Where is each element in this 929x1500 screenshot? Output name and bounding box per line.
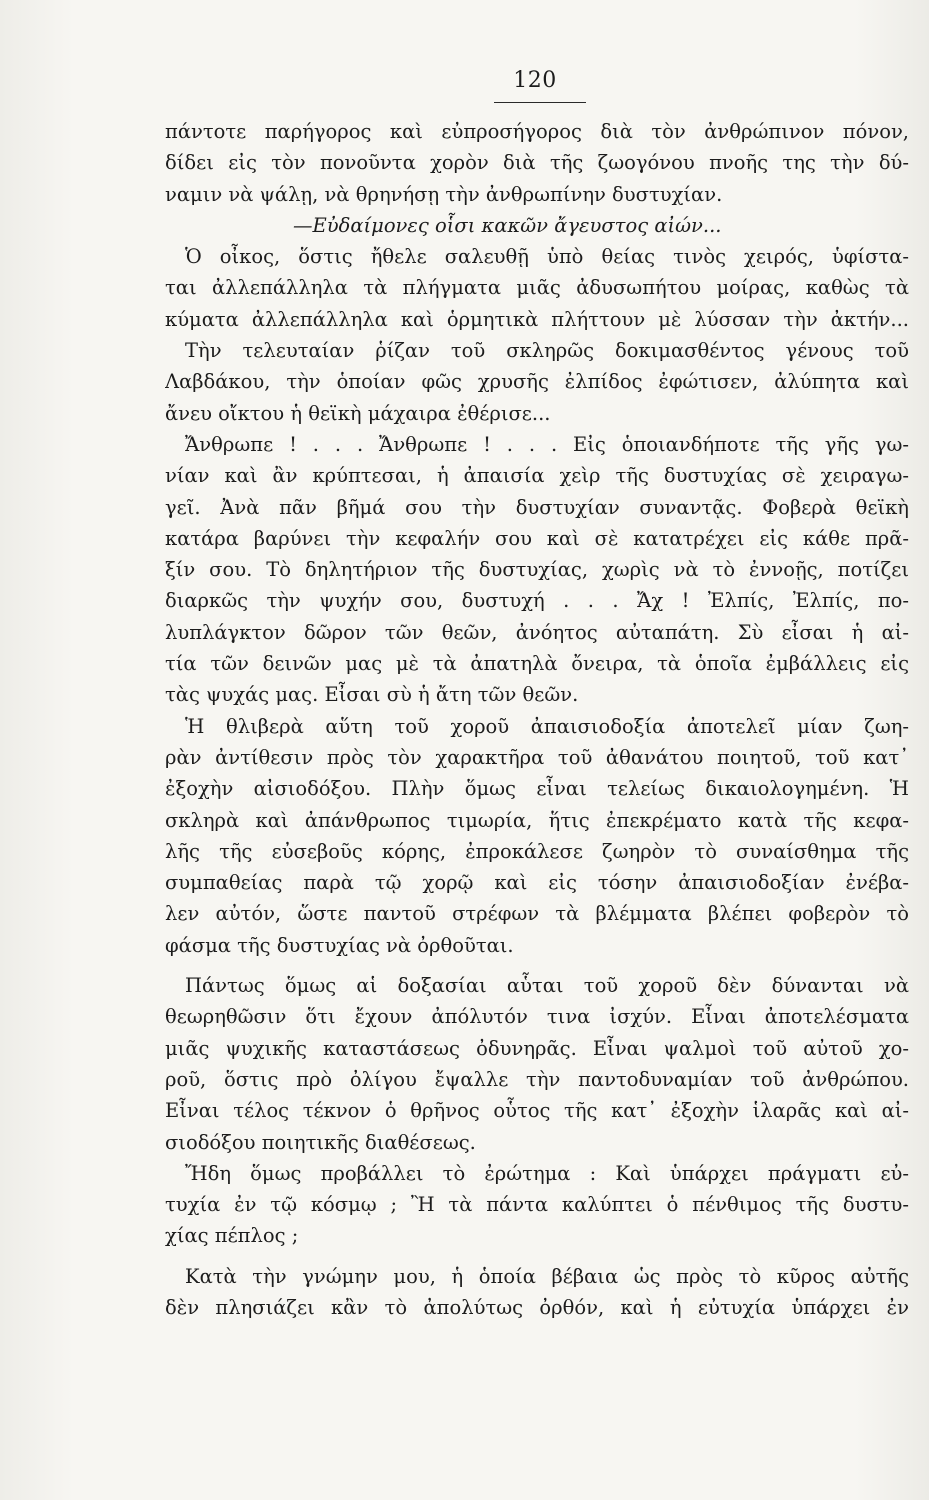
text-line: Εἶναι τέλος τέκνον ὁ θρῆνος οὗτος τῆς κατ᾽ ἐξοχὴν ἱλαρᾶς καὶ αἰ- — [165, 1099, 909, 1123]
text-line: πάντοτε παρήγορος καὶ εὐπροσήγορος διὰ τὸν ἀνθρώπινον πόνον, — [165, 120, 909, 143]
text-line: θεωρηθῶσιν ὅτι ἔχουν ἀπόλυτόν τινα ἰσχύν. Εἶναι ἀποτελέσματα — [165, 1005, 909, 1029]
text-line: Τὴν τελευταίαν ῥίζαν τοῦ σκληρῶς δοκιμασθέντος γένους τοῦ — [185, 339, 909, 363]
text-line: ροῦ, ὅστις πρὸ ὀλίγου ἔψαλλε τὴν παντοδυναμίαν τοῦ ἀνθρώπου. — [165, 1067, 909, 1091]
text-line: διαρκῶς τὴν ψυχήν σου, δυστυχή . . . Ἄχ ! Ἐλπίς, Ἐλπίς, πο- — [165, 589, 909, 613]
text-line: φάσμα τῆς δυστυχίας νὰ ὀρθοῦται. — [165, 933, 514, 957]
quotation-line: —Εὐδαίμονες οἷσι κακῶν ἄγευστος αἰών... — [293, 213, 722, 237]
text-line: ξίν σου. Τὸ δηλητήριον τῆς δυστυχίας, χωρὶς νὰ τὸ ἐννοῇς, ποτίζει — [165, 558, 909, 582]
text-line: ἄνευ οἴκτου ἡ θεϊκὴ μάχαιρα ἐθέρισε... — [165, 401, 551, 425]
text-line: λῆς τῆς εὐσεβοῦς κόρης, ἐπροκάλεσε ζωηρὸν τὸ συναίσθημα τῆς — [165, 839, 909, 863]
text-line: ἐξοχὴν αἰσιοδόξου. Πλὴν ὅμως εἶναι τελείως δικαιολογημένη. Ἡ — [165, 777, 909, 801]
text-line: Ἤδη ὅμως προβάλλει τὸ ἐρώτημα : Καὶ ὑπάρχει πράγματι εὐ- — [185, 1161, 909, 1185]
text-line: Πάντως ὅμως αἱ δοξασίαι αὗται τοῦ χοροῦ δὲν δύνανται νὰ — [185, 974, 909, 998]
body-text — [165, 116, 909, 1323]
text-line: συμπαθείας παρὰ τῷ χορῷ καὶ εἰς τόσην ἀπαισιοδοξίαν ἐνέβα- — [165, 871, 909, 895]
text-line: χίας πέπλος ; — [165, 1224, 299, 1248]
text-line: δὲν πλησιάζει κἂν τὸ ἀπολύτως ὀρθόν, καὶ ἡ εὐτυχία ὑπάρχει ἐν — [165, 1295, 909, 1319]
text-line: σιοδόξου ποιητικῆς διαθέσεως. — [165, 1130, 476, 1154]
text-line: Ἄνθρωπε ! . . . Ἄνθρωπε ! . . . Εἰς ὁποιανδήποτε τῆς γῆς γω- — [185, 432, 909, 456]
text-line: τὰς ψυχάς μας. Εἶσαι σὺ ἡ ἄτη τῶν θεῶν. — [165, 683, 579, 707]
text-line: τία τῶν δεινῶν μας μὲ τὰ ἀπατηλὰ ὄνειρα, τὰ ὁποῖα ἐμβάλλεις εἰς — [165, 652, 909, 676]
text-line: κατάρα βαρύνει τὴν κεφαλήν σου καὶ σὲ κατατρέχει εἰς κάθε πρᾶ- — [165, 526, 909, 550]
text-line: δίδει εἰς τὸν πονοῦντα χορὸν διὰ τῆς ζωογόνου πνοῆς της τὴν δύ- — [165, 151, 909, 175]
text-line: νίαν καὶ ἂν κρύπτεσαι, ἡ ἀπαισία χεὶρ τῆς δυστυχίας σὲ χειραγω- — [165, 464, 909, 488]
text-line: Ἡ θλιβερὰ αὕτη τοῦ χοροῦ ἀπαισιοδοξία ἀποτελεῖ μίαν ζωη- — [185, 714, 909, 738]
text-line: τυχία ἐν τῷ κόσμῳ ; Ἢ τὰ πάντα καλύπτει ὁ πένθιμος τῆς δυστυ- — [165, 1193, 909, 1217]
text-line: σκληρὰ καὶ ἀπάνθρωπος τιμωρία, ἥτις ἐπεκρέματο κατὰ τῆς κεφα- — [165, 808, 909, 832]
text-line: λυπλάγκτον δῶρον τῶν θεῶν, ἀνόητος αὐταπάτη. Σὺ εἶσαι ἡ αἰ- — [165, 620, 909, 644]
text-line: ται ἀλλεπάλληλα τὰ πλήγματα μιᾶς ἀδυσωπήτου μοίρας, καθὼς τὰ — [165, 276, 909, 300]
page-number: 120 — [480, 68, 590, 97]
text-line: ναμιν νὰ ψάλῃ, νὰ θρηνήσῃ τὴν ἀνθρωπίνην δυστυχίαν. — [165, 182, 723, 206]
text-line: μιᾶς ψυχικῆς καταστάσεως ὀδυνηρᾶς. Εἶναι ψαλμοὶ τοῦ αὐτοῦ χο- — [165, 1036, 909, 1060]
text-line: λεν αὐτόν, ὥστε παντοῦ στρέφων τὰ βλέμματα βλέπει φοβερὸν τὸ — [165, 902, 909, 926]
text-line: κύματα ἀλλεπάλληλα καὶ ὁρμητικὰ πλήττουν μὲ λύσσαν τὴν ἀκτήν... — [165, 307, 909, 331]
text-line: Ὁ οἶκος, ὅστις ἤθελε σαλευθῇ ὑπὸ θείας τινὸς χειρός, ὑφίστα- — [185, 245, 909, 269]
text-line: Κατὰ τὴν γνώμην μου, ἡ ὁποία βέβαια ὡς πρὸς τὸ κῦρος αὐτῆς — [185, 1264, 909, 1288]
text-line: γεῖ. Ἀνὰ πᾶν βῆμά σου τὴν δυστυχίαν συναντᾷς. Φοβερὰ θεϊκὴ — [165, 495, 909, 519]
text-line: Λαβδάκου, τὴν ὁποίαν φῶς χρυσῆς ἐλπίδος ἐφώτισεν, ἀλύπητα καὶ — [165, 370, 909, 394]
text-line: ρὰν ἀντίθεσιν πρὸς τὸν χαρακτῆρα τοῦ ἀθανάτου ποιητοῦ, τοῦ κατ᾽ — [165, 745, 909, 769]
